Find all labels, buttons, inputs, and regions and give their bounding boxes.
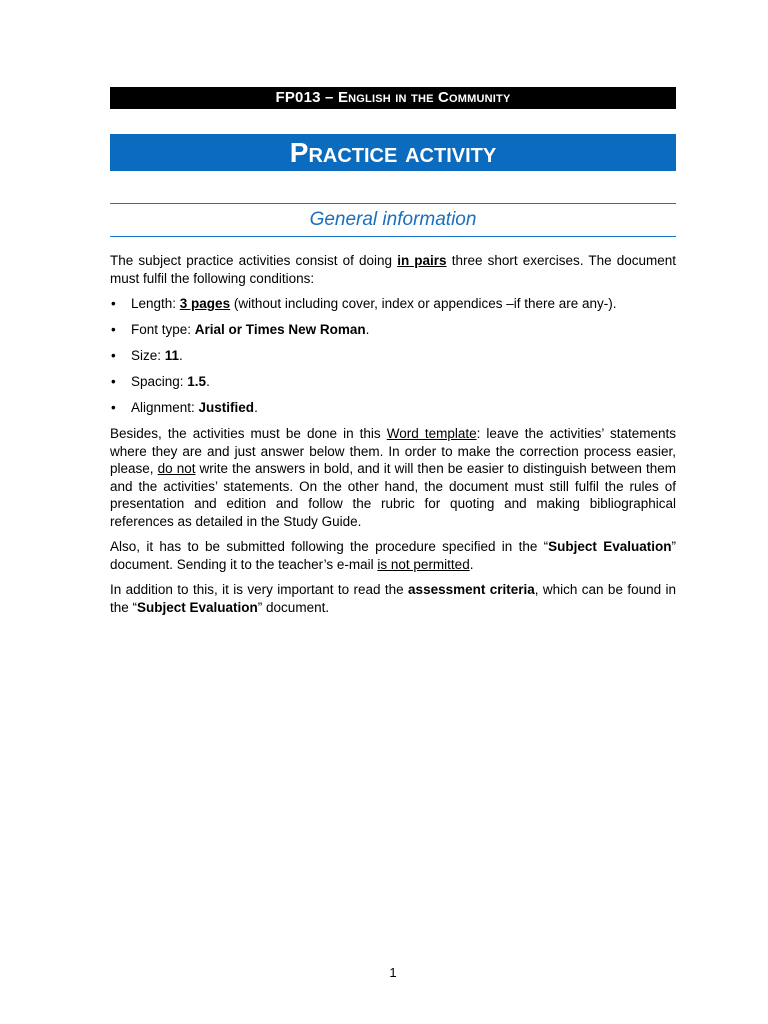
condition-value: 3 pages (179, 296, 231, 311)
condition-label: Length: (131, 296, 180, 311)
condition-alignment (110, 399, 676, 417)
do-not-emphasis: do not (157, 461, 196, 476)
condition-note: . (254, 400, 258, 415)
condition-value: Justified (198, 400, 255, 415)
besides-text-continued: : leave the activities’ statements where they are and just answer below them. In order to make the correction process easier, please, (110, 426, 676, 476)
assessment-paragraph (110, 581, 676, 616)
condition-note: . (365, 322, 370, 337)
intro-text: The subject practice activities consist of doing (110, 253, 398, 268)
condition-spacing (110, 373, 676, 391)
submission-text: Also, it has to be submitted following the procedure specified in the “ (110, 539, 549, 554)
intro-text-continued: three short exercises. The document must fulfil the following conditions: (110, 253, 677, 286)
condition-label: Size: (131, 348, 165, 363)
submission-paragraph (110, 538, 676, 573)
besides-text: Besides, the activities must be done in this (110, 426, 387, 441)
page-number: 1 (389, 965, 397, 980)
besides-paragraph (110, 425, 676, 530)
intro-paragraph (110, 252, 676, 287)
assessment-text-continued: , which can be found in the “ (110, 582, 676, 615)
assessment-text: In addition to this, it is very important to read the (110, 582, 409, 597)
condition-value: Arial or Times New Roman (194, 322, 366, 337)
assessment-criteria-emphasis: assessment criteria (408, 582, 535, 597)
page-title: Practice activity (110, 134, 676, 171)
document-body (110, 252, 676, 624)
condition-length (110, 295, 676, 313)
word-template-link[interactable]: Word template (386, 426, 477, 441)
condition-label: Font type: (131, 322, 195, 337)
section-heading: General information (110, 203, 676, 237)
subject-evaluation-reference: Subject Evaluation (137, 599, 258, 615)
submission-text-end: . (469, 556, 474, 572)
condition-value: 1.5 (187, 374, 207, 389)
condition-note: . (179, 348, 183, 363)
besides-text-end: write the answers in bold, and it will then be easier to distinguish between them and the activities’ statements. On the other hand, the document must still fulfil the rules of presentation and edition and follow the rubric for quoting and making bibliographical references as detailed in the Study Guide. (110, 461, 676, 529)
condition-label: Alignment: (131, 400, 199, 415)
assessment-text-end: ” document. (257, 599, 330, 615)
course-header: FP013 – English in the Community (110, 87, 676, 109)
condition-note: . (206, 374, 210, 389)
in-pairs-emphasis: in pairs (397, 253, 447, 268)
not-permitted-emphasis: is not permitted (377, 556, 470, 572)
condition-label: Spacing: (131, 374, 188, 389)
condition-value: 11 (164, 348, 180, 363)
submission-text-continued: ” document. Sending it to the teacher’s e-mail (110, 539, 677, 572)
condition-font-type (110, 321, 676, 339)
document-page (110, 0, 676, 1024)
subject-evaluation-reference: Subject Evaluation (548, 539, 672, 554)
condition-size (110, 347, 676, 365)
condition-note: (without including cover, index or appendices –if there are any-). (230, 296, 617, 311)
conditions-list (110, 295, 676, 417)
